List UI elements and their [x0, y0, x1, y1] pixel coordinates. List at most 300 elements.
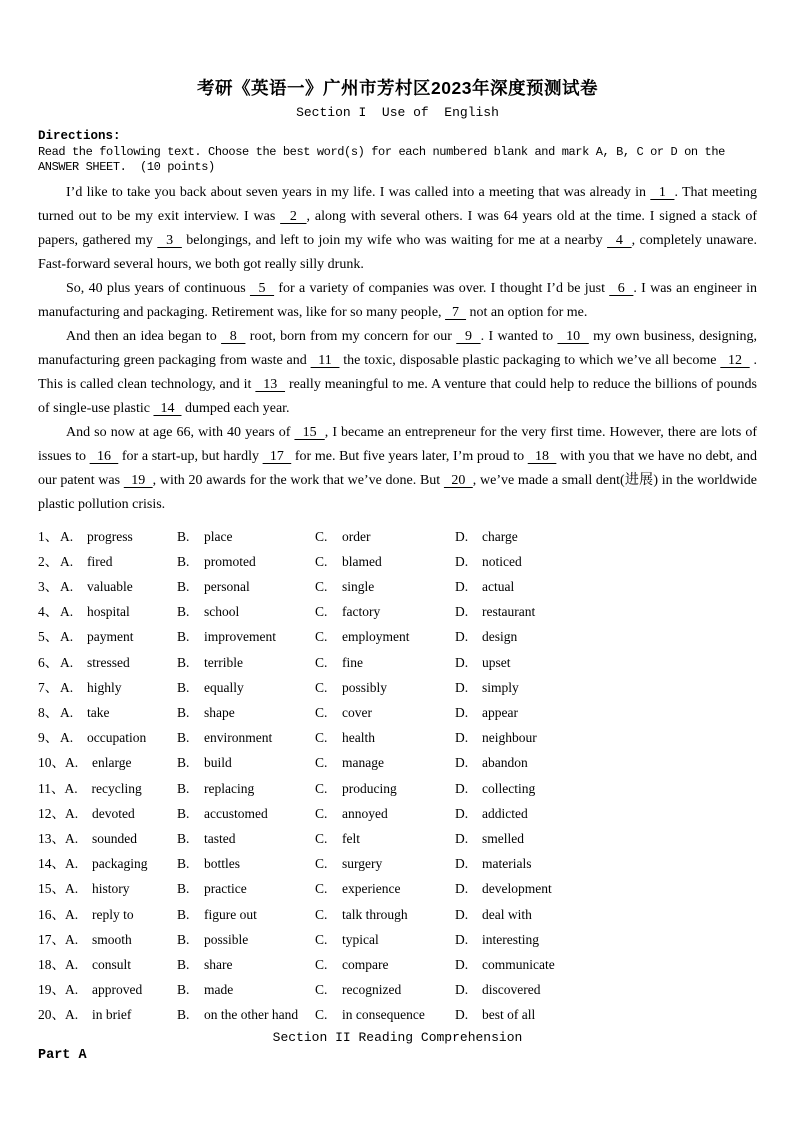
option-text: occupation	[87, 730, 147, 746]
option-letter: D.	[455, 982, 469, 998]
option-letter: D.	[455, 755, 469, 771]
option-text: personal	[204, 578, 250, 594]
option-text: order	[342, 528, 371, 544]
cloze-blank-13: 13	[255, 376, 286, 392]
option-text: noticed	[482, 553, 522, 569]
directions-label: Directions:	[38, 129, 121, 143]
question-row	[38, 599, 757, 624]
option-text: figure out	[204, 906, 257, 922]
question-number: 11、	[38, 780, 65, 796]
question-number: 7、	[38, 679, 59, 695]
option-letter: C.	[315, 755, 328, 771]
question-number: 14、	[38, 856, 65, 872]
question-row	[38, 574, 757, 599]
option-a	[38, 700, 177, 725]
option-text: single	[342, 578, 375, 594]
cloze-blank-3: 3	[157, 232, 182, 248]
question-number: 8、	[38, 704, 59, 720]
option-letter: D.	[455, 805, 469, 821]
option-b	[177, 876, 315, 901]
option-text: stressed	[87, 654, 130, 670]
option-c	[315, 524, 455, 549]
question-number: 15、	[38, 881, 65, 897]
option-c	[315, 952, 455, 977]
option-letter: B.	[177, 956, 190, 972]
option-text: history	[92, 881, 130, 897]
option-text: approved	[92, 982, 143, 998]
cloze-paragraph: So, 40 plus years of continuous 5 for a variety of companies was over. I thought I’d be just 6 . I was an engineer in manufacturing and packaging. Retirement was, like for so many people, 7 not an option for me.	[38, 280, 758, 320]
option-a	[38, 524, 177, 549]
option-b	[177, 826, 315, 851]
option-text: replacing	[204, 780, 255, 796]
option-text: progress	[87, 528, 133, 544]
question-row	[38, 1002, 757, 1027]
option-letter: A.	[65, 856, 79, 872]
option-text: charge	[482, 528, 518, 544]
option-letter: B.	[177, 704, 190, 720]
option-letter: A.	[60, 578, 74, 594]
option-text: consult	[92, 956, 131, 972]
option-letter: C.	[315, 654, 328, 670]
option-text: surgery	[342, 856, 383, 872]
option-letter: A.	[60, 629, 74, 645]
question-row	[38, 524, 757, 549]
option-text: simply	[482, 679, 519, 695]
option-b	[177, 1002, 315, 1027]
option-d	[455, 675, 757, 700]
option-b	[177, 599, 315, 624]
option-letter: D.	[455, 604, 469, 620]
question-number: 6、	[38, 654, 59, 670]
option-letter: C.	[315, 830, 328, 846]
option-letter: B.	[177, 805, 190, 821]
option-d	[455, 826, 757, 851]
option-letter: D.	[455, 956, 469, 972]
cloze-blank-1: 1	[650, 184, 675, 200]
option-text: fired	[87, 553, 113, 569]
option-letter: A.	[60, 528, 74, 544]
option-letter: B.	[177, 755, 190, 771]
option-letter: A.	[60, 704, 74, 720]
question-number: 5、	[38, 629, 59, 645]
question-row	[38, 851, 757, 876]
option-letter: B.	[177, 982, 190, 998]
question-number: 12、	[38, 805, 65, 821]
option-a	[38, 927, 177, 952]
option-d	[455, 524, 757, 549]
option-b	[177, 776, 315, 801]
option-text: valuable	[87, 578, 133, 594]
option-text: bottles	[204, 856, 240, 872]
option-b	[177, 952, 315, 977]
option-d	[455, 650, 757, 675]
option-text: payment	[87, 629, 134, 645]
cloze-blank-7: 7	[445, 304, 467, 320]
option-text: equally	[204, 679, 244, 695]
option-text: deal with	[482, 906, 532, 922]
option-text: possible	[204, 931, 249, 947]
option-letter: D.	[455, 654, 469, 670]
option-letter: B.	[177, 528, 190, 544]
option-letter: B.	[177, 654, 190, 670]
option-letter: C.	[315, 906, 328, 922]
option-a	[38, 750, 177, 775]
option-text: development	[482, 881, 552, 897]
option-text: accustomed	[204, 805, 268, 821]
option-d	[455, 927, 757, 952]
option-a	[38, 776, 177, 801]
option-text: communicate	[482, 956, 555, 972]
option-text: in brief	[92, 1007, 132, 1023]
option-b	[177, 927, 315, 952]
option-text: upset	[482, 654, 511, 670]
cloze-blank-15: 15	[294, 424, 325, 440]
option-text: recycling	[91, 780, 142, 796]
option-c	[315, 700, 455, 725]
option-letter: B.	[177, 906, 190, 922]
question-row	[38, 750, 757, 775]
option-text: smooth	[92, 931, 132, 947]
cloze-paragraph: And then an idea began to 8 root, born from my concern for our 9 . I wanted to 10 my own business, designing, manufacturing green packaging from waste and 11 the toxic, disposable plastic packaging to which we’ve all become 12 . This is called clean technology, and it 13 really meaningful to me. A venture that could help to reduce the billions of pounds of single-use plastic 14 dumped each year.	[38, 328, 758, 416]
option-text: factory	[342, 604, 381, 620]
option-text: fine	[342, 654, 363, 670]
cloze-blank-9: 9	[456, 328, 481, 344]
option-letter: C.	[315, 931, 328, 947]
questions-list	[38, 524, 757, 1028]
option-text: abandon	[482, 755, 528, 771]
option-text: practice	[204, 881, 247, 897]
option-b	[177, 574, 315, 599]
question-row	[38, 675, 757, 700]
option-letter: B.	[177, 730, 190, 746]
option-text: experience	[342, 881, 401, 897]
question-number: 19、	[38, 982, 65, 998]
cloze-paragraph: And so now at age 66, with 40 years of 15 , I became an entrepreneur for the very first time. However, there are lots of issues to 16 for a start-up, but hardly 17 for me. But five years later, I’m proud to 18 with you that we have no debt, and our patent was 19 , with 20 awards for the work that we’ve done. But 20 , we’ve made a small dent(进展) in the worldwide plastic pollution crisis.	[38, 424, 758, 512]
option-letter: B.	[177, 578, 190, 594]
option-letter: B.	[177, 679, 190, 695]
option-letter: C.	[315, 780, 328, 796]
directions-text: Read the following text. Choose the best word(s) for each numbered blank and mark A, B, C or D on the ANSWER SHEET. (10 points)	[38, 144, 732, 174]
option-text: discovered	[482, 982, 541, 998]
option-text: highly	[87, 679, 122, 695]
option-c	[315, 675, 455, 700]
option-text: build	[204, 755, 232, 771]
option-b	[177, 549, 315, 574]
option-letter: C.	[315, 528, 328, 544]
cloze-blank-17: 17	[262, 448, 292, 464]
option-a	[38, 650, 177, 675]
option-text: devoted	[92, 805, 135, 821]
option-letter: A.	[65, 755, 79, 771]
option-letter: B.	[177, 553, 190, 569]
option-letter: C.	[315, 604, 328, 620]
option-letter: A.	[60, 654, 74, 670]
option-letter: C.	[315, 1007, 328, 1023]
option-text: design	[482, 629, 518, 645]
option-letter: C.	[315, 956, 328, 972]
option-letter: D.	[455, 1007, 469, 1023]
option-text: recognized	[342, 982, 402, 998]
option-letter: A.	[60, 604, 74, 620]
option-text: hospital	[87, 604, 130, 620]
option-letter: D.	[455, 780, 469, 796]
option-letter: A.	[60, 679, 74, 695]
option-c	[315, 776, 455, 801]
question-number: 20、	[38, 1007, 65, 1023]
exam-title: 考研《英语一》广州市芳村区2023年深度预测试卷	[197, 78, 598, 98]
option-b	[177, 902, 315, 927]
question-row	[38, 952, 757, 977]
option-b	[177, 650, 315, 675]
option-text: producing	[342, 780, 397, 796]
option-c	[315, 650, 455, 675]
question-row	[38, 902, 757, 927]
option-c	[315, 902, 455, 927]
cloze-passage	[38, 181, 757, 517]
option-c	[315, 927, 455, 952]
cloze-blank-11: 11	[310, 352, 340, 368]
option-text: employment	[342, 629, 410, 645]
option-a	[38, 1002, 177, 1027]
option-a	[38, 826, 177, 851]
option-text: materials	[482, 856, 532, 872]
option-b	[177, 725, 315, 750]
option-letter: B.	[177, 830, 190, 846]
question-number: 4、	[38, 604, 59, 620]
option-letter: C.	[315, 730, 328, 746]
option-letter: D.	[455, 906, 469, 922]
option-d	[455, 1002, 757, 1027]
option-letter: A.	[60, 730, 74, 746]
part-a-label: Part A	[38, 1047, 87, 1063]
option-c	[315, 876, 455, 901]
question-row	[38, 549, 757, 574]
option-b	[177, 977, 315, 1002]
option-letter: B.	[177, 629, 190, 645]
option-letter: D.	[455, 679, 469, 695]
cloze-blank-6: 6	[609, 280, 634, 296]
option-d	[455, 952, 757, 977]
option-letter: A.	[65, 881, 79, 897]
option-b	[177, 524, 315, 549]
option-letter: C.	[315, 856, 328, 872]
option-letter: D.	[455, 881, 469, 897]
cloze-paragraph: I’d like to take you back about seven years in my life. I was called into a meeting that was already in 1 . That meeting turned out to be my exit interview. I was 2 , along with several others. I was 64 years old at the time. I signed a stack of papers, gathered my 3 belongings, and left to join my wife who was waiting for me at a nearby 4 , completely unaware. Fast-forward several hours, we both got really silly drunk.	[38, 184, 758, 272]
cloze-blank-10: 10	[557, 328, 589, 344]
question-row	[38, 776, 757, 801]
option-b	[177, 700, 315, 725]
option-text: health	[342, 730, 375, 746]
question-number: 10、	[38, 755, 65, 771]
option-text: collecting	[482, 780, 536, 796]
option-letter: D.	[455, 704, 469, 720]
option-text: in consequence	[342, 1007, 425, 1023]
option-letter: A.	[60, 553, 74, 569]
option-a	[38, 725, 177, 750]
option-d	[455, 902, 757, 927]
option-letter: C.	[315, 578, 328, 594]
option-a	[38, 876, 177, 901]
option-d	[455, 700, 757, 725]
option-d	[455, 624, 757, 649]
option-text: addicted	[482, 805, 528, 821]
option-letter: D.	[455, 830, 469, 846]
option-letter: C.	[315, 982, 328, 998]
option-c	[315, 599, 455, 624]
option-letter: D.	[455, 856, 469, 872]
option-d	[455, 776, 757, 801]
question-row	[38, 624, 757, 649]
option-letter: C.	[315, 629, 328, 645]
option-text: manage	[342, 755, 384, 771]
option-text: improvement	[204, 629, 276, 645]
option-text: best of all	[482, 1007, 536, 1023]
option-text: sounded	[92, 830, 137, 846]
option-d	[455, 876, 757, 901]
option-text: packaging	[92, 856, 148, 872]
option-text: smelled	[482, 830, 524, 846]
option-letter: B.	[177, 604, 190, 620]
question-number: 18、	[38, 956, 65, 972]
option-d	[455, 725, 757, 750]
question-number: 17、	[38, 931, 65, 947]
option-d	[455, 574, 757, 599]
option-text: enlarge	[92, 755, 132, 771]
question-number: 13、	[38, 830, 65, 846]
option-text: promoted	[204, 553, 256, 569]
cloze-blank-8: 8	[221, 328, 246, 344]
option-letter: C.	[315, 553, 328, 569]
option-a	[38, 574, 177, 599]
option-c	[315, 725, 455, 750]
option-letter: A.	[65, 931, 79, 947]
option-text: tasted	[204, 830, 236, 846]
option-text: cover	[342, 704, 372, 720]
option-c	[315, 574, 455, 599]
option-text: talk through	[342, 906, 408, 922]
cloze-blank-16: 16	[89, 448, 119, 464]
cloze-blank-18: 18	[527, 448, 557, 464]
option-a	[38, 952, 177, 977]
question-number: 3、	[38, 578, 59, 594]
option-letter: B.	[177, 856, 190, 872]
option-letter: B.	[177, 931, 190, 947]
cloze-blank-14: 14	[153, 400, 182, 416]
option-d	[455, 750, 757, 775]
option-b	[177, 801, 315, 826]
question-row	[38, 801, 757, 826]
option-text: typical	[342, 931, 379, 947]
option-letter: C.	[315, 704, 328, 720]
option-a	[38, 851, 177, 876]
option-text: possibly	[342, 679, 388, 695]
option-letter: D.	[455, 578, 469, 594]
option-d	[455, 599, 757, 624]
option-text: environment	[204, 730, 273, 746]
option-d	[455, 977, 757, 1002]
option-a	[38, 977, 177, 1002]
option-text: restaurant	[482, 604, 536, 620]
option-a	[38, 675, 177, 700]
cloze-blank-2: 2	[280, 208, 307, 224]
option-letter: C.	[315, 679, 328, 695]
section1-heading: Section I Use of English	[296, 105, 499, 120]
option-c	[315, 851, 455, 876]
option-text: shape	[204, 704, 235, 720]
option-c	[315, 801, 455, 826]
question-row	[38, 826, 757, 851]
option-text: compare	[342, 956, 389, 972]
option-letter: A.	[65, 1007, 79, 1023]
option-letter: B.	[177, 1007, 190, 1023]
option-letter: D.	[455, 528, 469, 544]
option-c	[315, 624, 455, 649]
option-b	[177, 851, 315, 876]
cloze-blank-12: 12	[720, 352, 750, 368]
option-b	[177, 675, 315, 700]
option-c	[315, 549, 455, 574]
option-text: felt	[342, 830, 360, 846]
option-text: interesting	[482, 931, 539, 947]
option-a	[38, 599, 177, 624]
option-letter: B.	[177, 780, 190, 796]
section2-heading: Section II Reading Comprehension	[272, 1029, 523, 1045]
option-letter: D.	[455, 730, 469, 746]
option-text: terrible	[204, 654, 243, 670]
option-letter: D.	[455, 553, 469, 569]
cloze-blank-20: 20	[443, 472, 473, 488]
cloze-blank-19: 19	[123, 472, 153, 488]
option-text: reply to	[92, 906, 134, 922]
option-a	[38, 624, 177, 649]
question-row	[38, 927, 757, 952]
option-text: neighbour	[482, 730, 537, 746]
option-c	[315, 977, 455, 1002]
option-d	[455, 549, 757, 574]
option-letter: A.	[65, 830, 79, 846]
question-row	[38, 650, 757, 675]
option-c	[315, 750, 455, 775]
option-a	[38, 902, 177, 927]
question-row	[38, 725, 757, 750]
option-letter: B.	[177, 881, 190, 897]
option-letter: A.	[65, 982, 79, 998]
option-d	[455, 801, 757, 826]
question-row	[38, 876, 757, 901]
option-d	[455, 851, 757, 876]
option-text: appear	[482, 704, 518, 720]
option-letter: C.	[315, 881, 328, 897]
option-letter: D.	[455, 629, 469, 645]
option-c	[315, 826, 455, 851]
option-letter: A.	[65, 805, 79, 821]
option-text: on the other hand	[204, 1007, 299, 1023]
question-number: 2、	[38, 553, 59, 569]
option-letter: A.	[64, 780, 78, 796]
option-a	[38, 549, 177, 574]
option-text: actual	[482, 578, 515, 594]
option-b	[177, 750, 315, 775]
option-letter: C.	[315, 805, 328, 821]
option-letter: A.	[65, 906, 79, 922]
option-text: annoyed	[342, 805, 388, 821]
question-number: 16、	[38, 906, 65, 922]
option-text: place	[204, 528, 233, 544]
option-a	[38, 801, 177, 826]
option-text: take	[87, 704, 110, 720]
question-row	[38, 977, 757, 1002]
option-b	[177, 624, 315, 649]
